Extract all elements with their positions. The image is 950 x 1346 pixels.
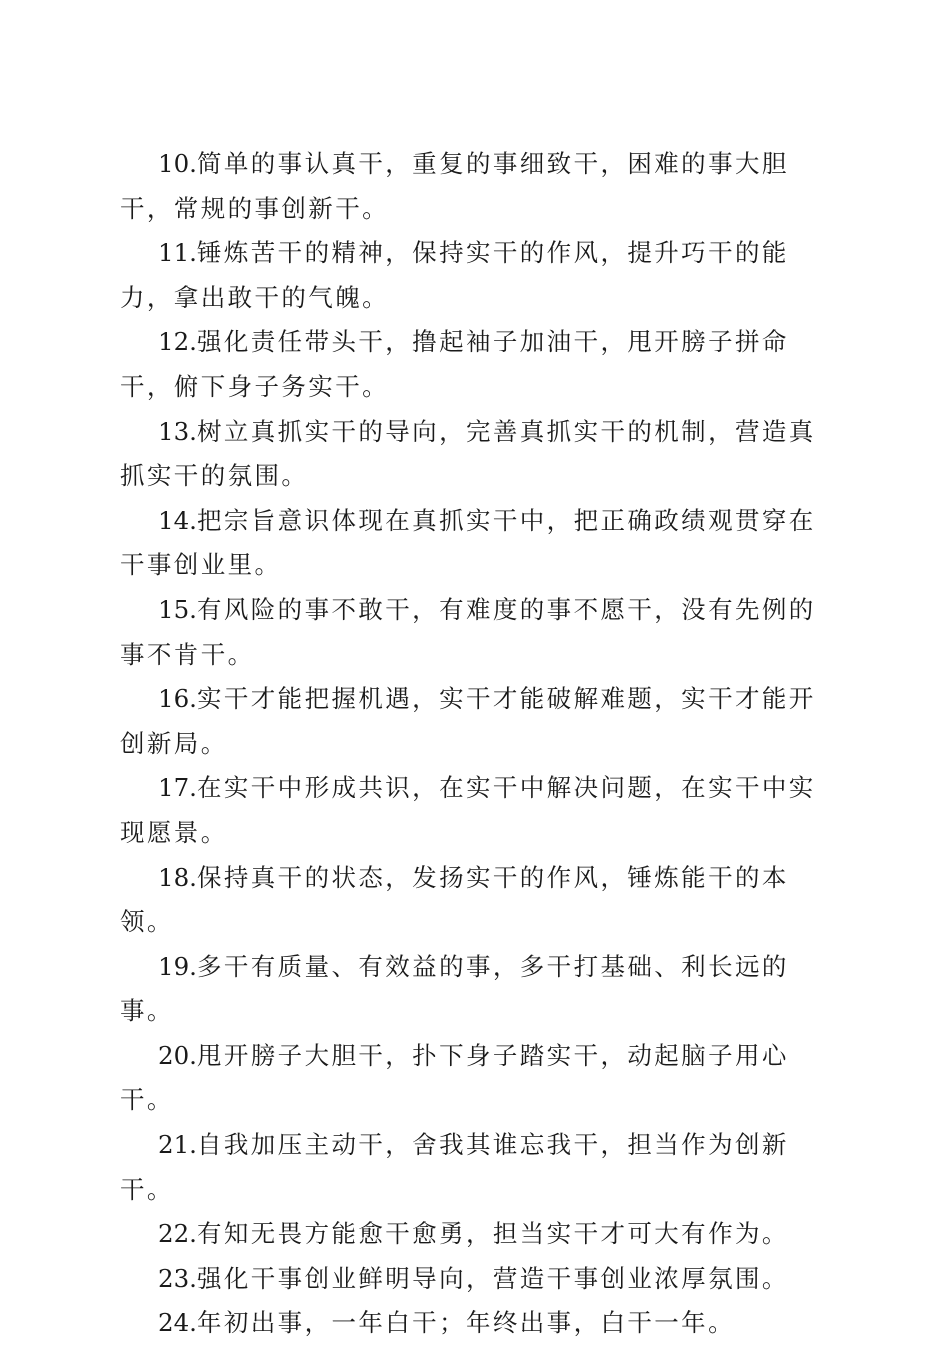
paragraph-text: 锤炼苦干的精神，保持实干的作风，提升巧干的能力，拿出敢干的气魄。 bbox=[120, 238, 789, 312]
paragraph-24 bbox=[120, 1301, 830, 1346]
paragraph-number: 15. bbox=[158, 594, 197, 624]
paragraph-text: 有知无畏方能愈干愈勇，担当实干才可大有作为。 bbox=[196, 1219, 789, 1249]
paragraph-22 bbox=[120, 1212, 830, 1257]
paragraph-21 bbox=[120, 1123, 830, 1212]
paragraph-number: 22. bbox=[158, 1219, 197, 1249]
paragraph-text: 实干才能把握机遇，实干才能破解难题，实干才能开创新局。 bbox=[120, 684, 816, 758]
paragraph-text: 多干有质量、有效益的事，多干打基础、利长远的事。 bbox=[120, 951, 789, 1026]
paragraph-text: 强化干事创业鲜明导向，营造干事创业浓厚氛围。 bbox=[196, 1263, 789, 1293]
paragraph-number: 23. bbox=[158, 1263, 197, 1293]
paragraph-17 bbox=[120, 766, 830, 855]
paragraph-16 bbox=[120, 677, 830, 766]
paragraph-text: 保持真干的状态，发扬实干的作风，锤炼能干的本领。 bbox=[120, 862, 789, 937]
paragraph-19 bbox=[120, 945, 830, 1034]
paragraph-number: 14. bbox=[158, 505, 197, 535]
paragraph-number: 13. bbox=[158, 416, 197, 446]
paragraph-number: 11. bbox=[158, 238, 197, 268]
paragraph-23 bbox=[120, 1257, 830, 1302]
paragraph-20 bbox=[120, 1034, 830, 1123]
paragraph-text: 甩开膀子大胆干，扑下身子踏实干，动起脑子用心干。 bbox=[120, 1040, 789, 1115]
paragraph-text: 在实干中形成共识，在实干中解决问题，在实干中实现愿景。 bbox=[120, 773, 816, 847]
paragraph-14 bbox=[120, 499, 830, 588]
paragraph-text: 自我加压主动干，舍我其谁忘我干，担当作为创新干。 bbox=[120, 1130, 789, 1204]
paragraph-number: 21. bbox=[158, 1130, 197, 1160]
paragraph-number: 17. bbox=[158, 773, 197, 803]
paragraph-number: 19. bbox=[158, 951, 197, 981]
paragraph-text: 年初出事，一年白干；年终出事，白干一年。 bbox=[196, 1308, 735, 1338]
paragraph-15 bbox=[120, 588, 830, 677]
paragraph-number: 20. bbox=[158, 1040, 197, 1070]
paragraph-18 bbox=[120, 856, 830, 945]
paragraph-number: 10. bbox=[158, 149, 197, 178]
paragraph-number: 24. bbox=[158, 1308, 197, 1338]
document-body bbox=[120, 142, 830, 1346]
paragraph-text: 把宗旨意识体现在真抓实干中，把正确政绩观贯穿在干事创业里。 bbox=[120, 505, 816, 580]
paragraph-10 bbox=[120, 142, 830, 231]
paragraph-text: 有风险的事不敢干，有难度的事不愿干，没有先例的事不肯干。 bbox=[120, 594, 816, 669]
paragraph-text: 强化责任带头干，撸起袖子加油干，甩开膀子拼命干，俯下身子务实干。 bbox=[120, 327, 789, 401]
paragraph-13 bbox=[120, 410, 830, 499]
paragraph-12 bbox=[120, 320, 830, 409]
paragraph-text: 树立真抓实干的导向，完善真抓实干的机制，营造真抓实干的氛围。 bbox=[120, 416, 816, 491]
paragraph-number: 16. bbox=[158, 684, 197, 714]
paragraph-11 bbox=[120, 231, 830, 320]
paragraph-number: 18. bbox=[158, 862, 197, 892]
paragraph-number: 12. bbox=[158, 327, 197, 357]
paragraph-text: 简单的事认真干，重复的事细致干，困难的事大胆干，常规的事创新干。 bbox=[120, 149, 789, 223]
